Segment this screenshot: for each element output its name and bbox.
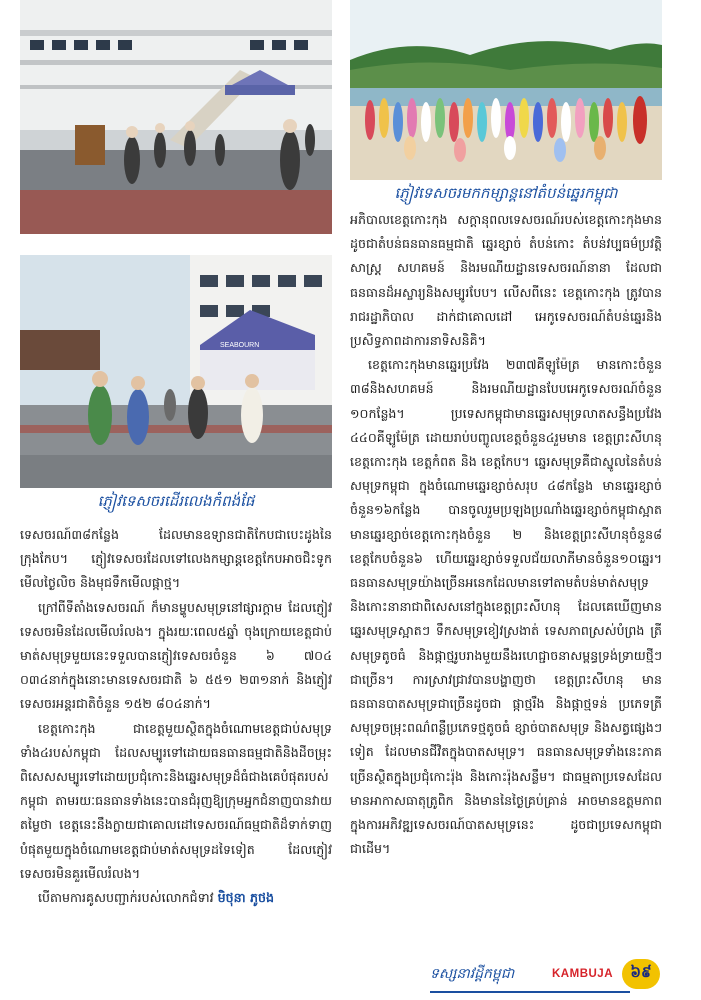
page-number: ៦៩ xyxy=(622,959,660,989)
seabourn-sign: SEABOURN xyxy=(220,342,260,349)
photo-pier-walk xyxy=(20,255,332,488)
magazine-title: ទស្សនាវដ្តីកម្ពុជា xyxy=(430,966,515,982)
paragraph xyxy=(20,886,332,910)
article-right-column xyxy=(350,208,662,943)
paragraph: អភិបាលខេត្តកោះកុង សក្តានុពលទេសចរណ៍របស់ខេត្តកោះកុងមានដូចជាតំបន់ធនធានធម្មជាតិ ឆ្នេរខ្សាច់ តំបន់កោះ តំបន់វប្បធម៌ប្រវត្តិសាស្រ្ត សហគមន៍ និងរមណីយដ្ឋានទេសចរណ៍នានា ដែលជាធនធានដ៏អស្ចារ្យនិងសម្បូរបែប។ លើសពីនេះ ខេត្តកោះកុង ត្រូវបានរាជរដ្ឋាភិបាល ដាក់ជាគោលដៅ អេកូទេសចរណ៍តំបន់ឆ្នេរនិងប្រសិទ្ធភាពដាការនាទិសនិគិ។ xyxy=(350,212,662,349)
official-name: មិថុនា ភូថង xyxy=(217,890,274,906)
paragraph: ខេត្តកោះកុង ជាខេត្តមួយស្ថិតក្នុងចំណោមខេត្តជាប់សមុទ្រទាំង៤របស់កម្ពុជា ដែលសម្បូរទៅដោយធនធានធម្មជាតិនិងដីចម្រុះពិសេសសម្បូរទៅដោយប្រជុំកោះនិងឆ្នេរសមុទ្រដ៏ធំជាងគេបំផុតរបស់កម្ពុជា តាមរយៈធនធានទាំងនេះបានជំរុញឱ្យក្រុមអ្នកជំនាញបានវាយតម្លៃថា ខេត្តនេះនឹងក្លាយជាគោលដៅទេសចរណ៍ធម្មជាតិដ៏ទាក់ទាញបំផុតមួយក្នុងចំណោមខេត្តជាប់មាត់សមុទ្រដទៃទៀត ដែលភ្ញៀវទេសចរមិនគួរមើលរំលង។ xyxy=(20,720,332,881)
paragraph: ខេត្តកោះកុងមានឆ្នេរប្រវែង ២៣៧គីឡូម៉ែត្រ មានកោះចំនួន ៣៨និងសហគមន៍ និងរមណីយដ្ឋានបែបអេកូទេសចរណ៍ចំនួន ១០កន្លែង។ ប្រទេសកម្ពុជាមានឆ្នេរសមុទ្រលាតសន្ធឹងប្រវែង ៤៤០គីឡូម៉ែត្រ ដោយរាប់បញ្ចូលខេត្តចំនួន៤រួមមាន ខេត្តព្រះសីហនុ ខេត្តកោះកុង ខេត្តកំពត និង ខេត្តកែប។ ឆ្នេរសមុទ្រគឺជាស្នូលនៃតំបន់សមុទ្រកម្ពុជា ក្នុងចំណោមឆ្នេរខ្សាច់សរុប ៤៨កន្លែង មានឆ្នេរខ្សាច់ចំនួន១៦កន្លែង បានចូលរួមប្រឡងប្រណាំងឆ្នេរខ្សាច់កម្ពុជាស្អាត មានឆ្នេរខ្សាច់ខេត្តកោះកុងចំនួន ២ និងខេត្តព្រះសីហនុចំនួន៨ ខេត្តកែបចំនួន៦ ហើយឆ្នេរខ្សាច់ទទួលជ័យលាភីមានចំនួន១០ឆ្នេរ។ ធនធានសមុទ្រយ៉ាងច្រើនអនេកដែលមានទៅតាមតំបន់មាត់សមុទ្រ និងកោះនានាជាពិសេសនៅក្នុងខេត្តព្រះសីហនុ ដែលគេឃើញមានឆ្នេរសមុទ្រស្អាតៗ ទឹកសមុទ្រខៀវស្រងាត់ ទេសភាពស្រស់បំព្រង ត្រីសមុទ្រតូចធំ និងផ្កាថ្មរូបរាងមួយនឹងរហេជ្ជាចនាសម្ពន្ធទ្រង់ទ្រាយថ្មីៗ ជាច្រើន។ ការស្រាវជ្រាវបានបង្ហាញថា ខេត្តព្រះសីហនុ មានធនធានបាតសមុទ្រជាច្រើនដូចជា ផ្កាថ្មរឹង និងផ្កាថ្មទន់ ប្រភេទត្រីសមុទ្រចម្រុះពណ៌ពន្លឺប្រភេទថ្មតូចធំ ខ្សាច់បាតសមុទ្រ និងសត្វផ្សេងៗ ទៀត ដែលមានជីវិតក្នុងបាតសមុទ្រ។ ធនធានសមុទ្រទាំងនេះភាគច្រើនស្ថិតក្នុងប្រជុំកោះរ៉ុង និងកោះរ៉ុងសន្លឹម។ ជាធម្មតាប្រទេសដែលមានអាកាសធាតុត្រូពិក និងមាននៃថ្ងៃគ្រប់គ្រាន់ អាចមានឧត្តមភាពក្នុងការអភិវឌ្ឍទេសចរណ៍បាតសមុទ្រនេះ ដូចជាប្រទេសកម្ពុជាជាដើម។ xyxy=(350,357,662,857)
article-left-column xyxy=(20,523,332,943)
magazine-brand: KAMBUJA xyxy=(552,968,613,980)
caption-beach-photo: ភ្ញៀវទេសចរមកកម្សាន្តនៅតំបន់ឆ្នេរកម្ពុជា xyxy=(394,184,618,202)
page-footer xyxy=(0,960,701,1000)
caption-pier-photo: ភ្ញៀវទេសចរដើរលេងកំពង់ផែ xyxy=(97,492,255,510)
footer-rule xyxy=(430,991,630,993)
photo-ship-disembark xyxy=(20,0,332,234)
paragraph: ទេសចរណ៍៣៨កន្លែង ដែលមានឧទ្យានជាតិកែបជាបេះដូងនៃក្រុងកែប។ ភ្ញៀវទេសចរដែលទៅលេងកម្សាន្តខេត្តកែបអាចជិះទូកមើលថ្ងៃលិច និងមុជទឹកមើលផ្កាថ្ម។ xyxy=(20,527,332,591)
paragraph: ក្រៅពីទីតាំងទេសចរណ៍ ក៏មានម្ហូបសមុទ្រនៅផ្សារក្តាម ដែលភ្ញៀវទេសចរមិនដែលមើលរំលង។ ក្នុងរយៈពេល៥ឆ្នាំ ចុងក្រោយខេត្តជាប់មាត់សមុទ្រមួយនេះទទួលបានភ្ញៀវទេសចរចំនួន ៦ ៧០៤ ០៣៤នាក់ក្នុងនោះមានទេសចរជាតិ ៦ ៥៥១ ២៣១នាក់ និងភ្ញៀវទេសចរអន្តរជាតិចំនួន ១៥២ ៨០៤នាក់។ xyxy=(20,599,332,712)
paragraph-text: បើតាមការគូសបញ្ជាក់របស់លោកជំទាវ xyxy=(38,890,214,906)
photo-beach-group xyxy=(350,0,662,180)
